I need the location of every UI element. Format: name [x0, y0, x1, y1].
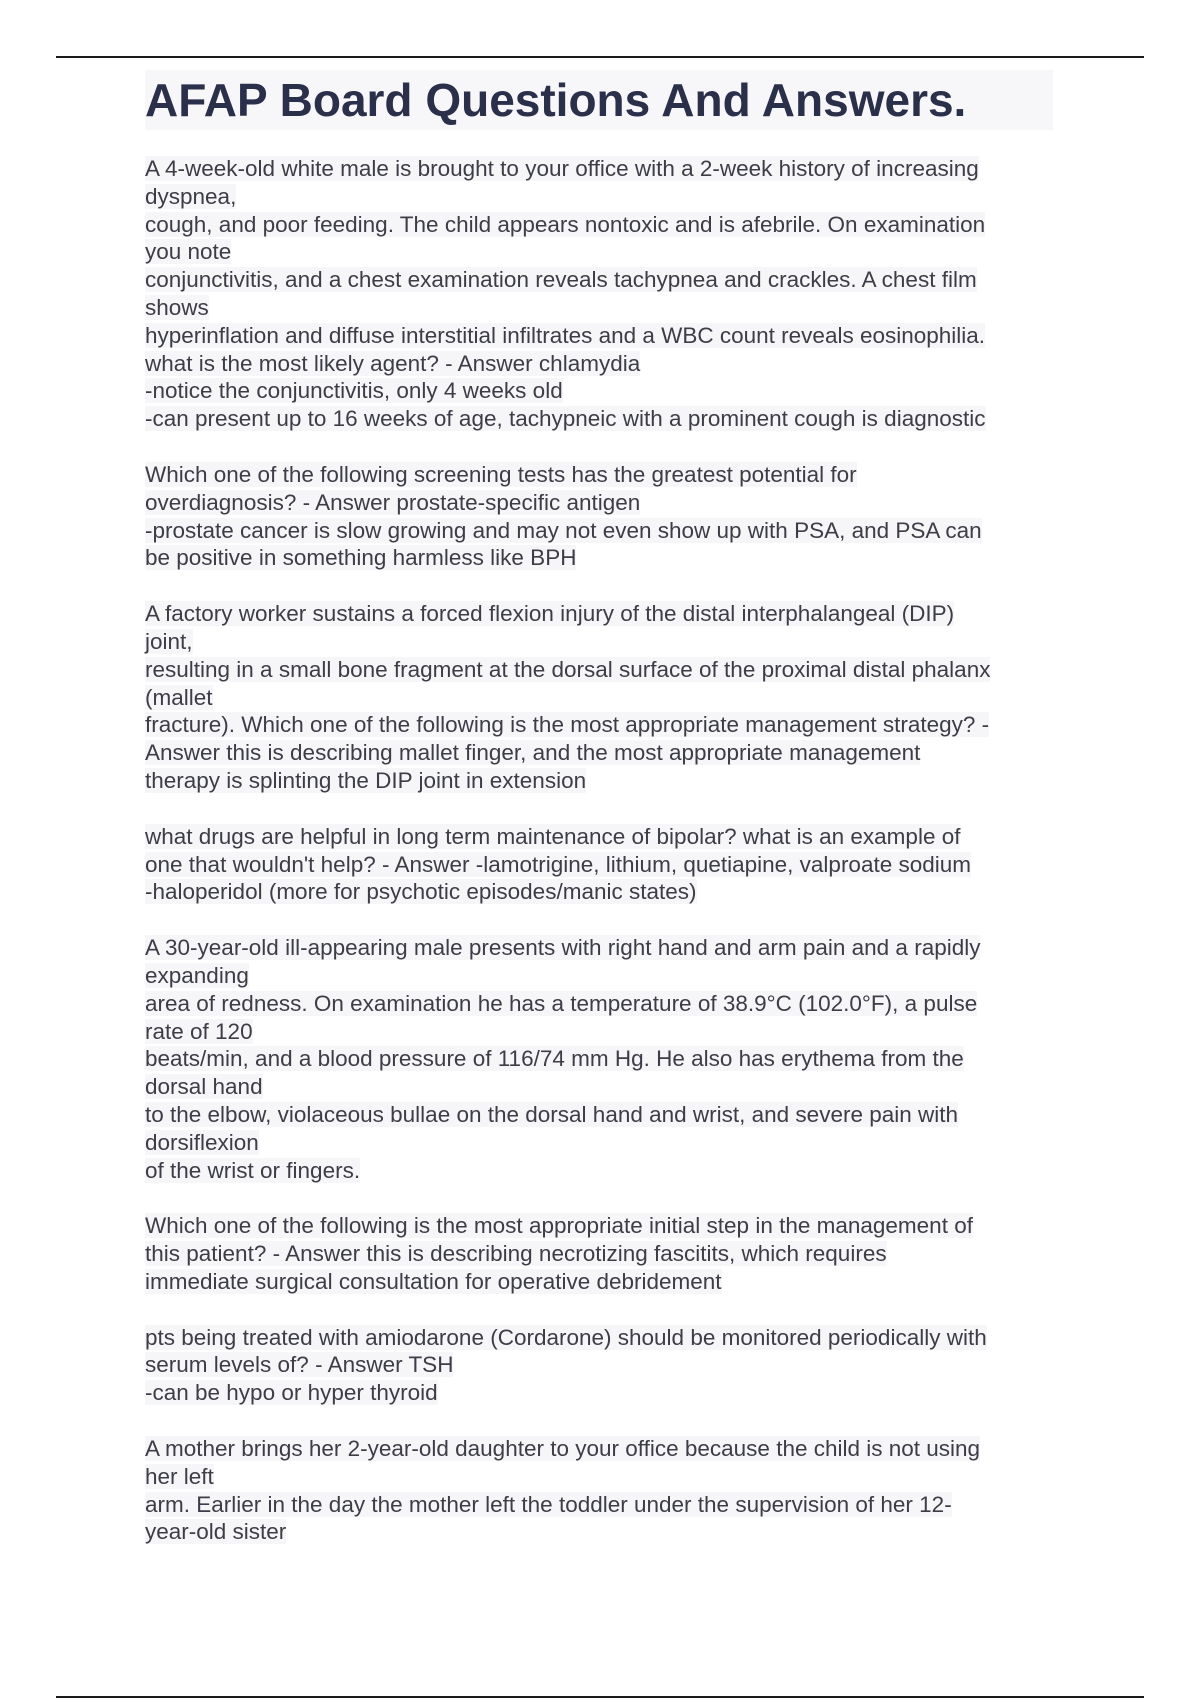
- text-line: [145, 600, 1055, 628]
- text-line: [145, 711, 1055, 739]
- text-line-content: -can be hypo or hyper thyroid: [145, 1380, 438, 1406]
- text-line: [145, 350, 1055, 378]
- text-line: [145, 1045, 1055, 1073]
- text-line-content: arm. Earlier in the day the mother left the toddler under the supervision of her 12-: [145, 1491, 952, 1517]
- text-line: [145, 1379, 1055, 1407]
- text-line-content: to the elbow, violaceous bullae on the dorsal hand and wrist, and severe pain with: [145, 1101, 959, 1127]
- text-line: [145, 155, 1055, 183]
- text-line-content: immediate surgical consultation for operative debridement: [145, 1268, 722, 1294]
- text-line: [145, 489, 1055, 517]
- text-line: [145, 823, 1055, 851]
- text-line-content: (mallet: [145, 684, 213, 710]
- text-line-content: year-old sister: [145, 1519, 287, 1545]
- bottom-rule: [56, 1696, 1144, 1698]
- text-line-content: expanding: [145, 962, 249, 988]
- text-line-content: be positive in something harmless like BPH: [145, 545, 577, 571]
- text-line: [145, 322, 1055, 350]
- text-line: [145, 1435, 1055, 1463]
- text-line-content: Which one of the following screening tests has the greatest potential for: [145, 461, 857, 487]
- text-line-content: conjunctivitis, and a chest examination reveals tachypnea and crackles. A chest film: [145, 267, 977, 293]
- text-line: [145, 1351, 1055, 1379]
- text-line-content: what drugs are helpful in long term maintenance of bipolar? what is an example of: [145, 823, 961, 849]
- text-line: [145, 211, 1055, 239]
- text-line: [145, 739, 1055, 767]
- text-line-content: fracture). Which one of the following is the most appropriate management strategy? -: [145, 712, 990, 738]
- text-line-content: joint,: [145, 628, 193, 654]
- text-line-content: hyperinflation and diffuse interstitial infiltrates and a WBC count reveals eosinophilia.: [145, 322, 986, 348]
- text-line-content: A factory worker sustains a forced flexion injury of the distal interphalangeal (DIP): [145, 601, 955, 627]
- text-line: [145, 1073, 1055, 1101]
- text-line-content: her left: [145, 1463, 214, 1489]
- qa-block: [145, 600, 1055, 795]
- text-line: [145, 1129, 1055, 1157]
- qa-block: [145, 1435, 1055, 1546]
- text-line-content: Which one of the following is the most appropriate initial step in the management of: [145, 1213, 973, 1239]
- text-line: [145, 934, 1055, 962]
- text-line-content: -can present up to 16 weeks of age, tachypneic with a prominent cough is diagnostic: [145, 406, 986, 432]
- text-line: [145, 851, 1055, 879]
- text-line: [145, 1157, 1055, 1185]
- text-line-content: one that wouldn't help? - Answer -lamotrigine, lithium, quetiapine, valproate sodium: [145, 851, 972, 877]
- text-line-content: serum levels of? - Answer TSH: [145, 1352, 454, 1378]
- text-line: [145, 1018, 1055, 1046]
- text-line-content: rate of 120: [145, 1018, 253, 1044]
- text-line-content: cough, and poor feeding. The child appears nontoxic and is afebrile. On examination: [145, 211, 986, 237]
- text-line: [145, 962, 1055, 990]
- text-line-content: what is the most likely agent? - Answer chlamydia: [145, 350, 641, 376]
- text-line: [145, 266, 1055, 294]
- qa-block: [145, 1212, 1055, 1295]
- text-line: [145, 405, 1055, 433]
- text-line: [145, 517, 1055, 545]
- text-line: [145, 544, 1055, 572]
- text-line: [145, 1101, 1055, 1129]
- document-title: AFAP Board Questions And Answers.: [145, 70, 1053, 130]
- text-line: [145, 1463, 1055, 1491]
- text-line: [145, 878, 1055, 906]
- text-line-content: beats/min, and a blood pressure of 116/74 mm Hg. He also has erythema from the: [145, 1046, 964, 1072]
- text-line-content: shows: [145, 294, 209, 320]
- qa-block: [145, 934, 1055, 1184]
- text-line-content: A 4-week-old white male is brought to your office with a 2-week history of increasing: [145, 156, 979, 181]
- text-line-content: Answer this is describing mallet finger, and the most appropriate management: [145, 740, 921, 766]
- text-line-content: this patient? - Answer this is describing necrotizing fascitits, which requires: [145, 1241, 887, 1267]
- text-line: [145, 183, 1055, 211]
- text-line-content: therapy is splinting the DIP joint in extension: [145, 767, 587, 793]
- qa-list: [145, 155, 1055, 1546]
- qa-block: [145, 155, 1055, 433]
- text-line: [145, 684, 1055, 712]
- text-line: [145, 238, 1055, 266]
- text-line: [145, 1518, 1055, 1546]
- text-line-content: dorsal hand: [145, 1074, 263, 1100]
- text-line: [145, 461, 1055, 489]
- text-line: [145, 628, 1055, 656]
- text-line-content: pts being treated with amiodarone (Cordarone) should be monitored periodically with: [145, 1324, 987, 1350]
- document-page: [145, 70, 1055, 1574]
- qa-block: [145, 461, 1055, 572]
- text-line: [145, 990, 1055, 1018]
- text-line-content: A 30-year-old ill-appearing male presents with right hand and arm pain and a rapidly: [145, 935, 981, 961]
- text-line: [145, 656, 1055, 684]
- text-line-content: resulting in a small bone fragment at the dorsal surface of the proximal distal phalanx: [145, 656, 991, 682]
- text-line-content: dorsiflexion: [145, 1129, 259, 1155]
- text-line: [145, 1324, 1055, 1352]
- text-line: [145, 1212, 1055, 1240]
- qa-block: [145, 1324, 1055, 1407]
- qa-block: [145, 823, 1055, 906]
- text-line: [145, 1240, 1055, 1268]
- text-line-content: -notice the conjunctivitis, only 4 weeks old: [145, 378, 563, 404]
- text-line: [145, 1491, 1055, 1519]
- text-line-content: of the wrist or fingers.: [145, 1157, 361, 1183]
- text-line-content: -haloperidol (more for psychotic episodes/manic states): [145, 879, 697, 905]
- text-line: [145, 294, 1055, 322]
- text-line: [145, 377, 1055, 405]
- text-line-content: -prostate cancer is slow growing and may not even show up with PSA, and PSA can: [145, 517, 982, 543]
- text-line: [145, 1268, 1055, 1296]
- text-line-content: A mother brings her 2-year-old daughter to your office because the child is not using: [145, 1436, 981, 1462]
- text-line: [145, 767, 1055, 795]
- text-line-content: area of redness. On examination he has a temperature of 38.9°C (102.0°F), a pulse: [145, 990, 978, 1016]
- top-rule: [56, 56, 1144, 58]
- text-line-content: you note: [145, 239, 232, 265]
- text-line-content: dyspnea,: [145, 183, 237, 209]
- text-line-content: overdiagnosis? - Answer prostate-specific antigen: [145, 489, 641, 515]
